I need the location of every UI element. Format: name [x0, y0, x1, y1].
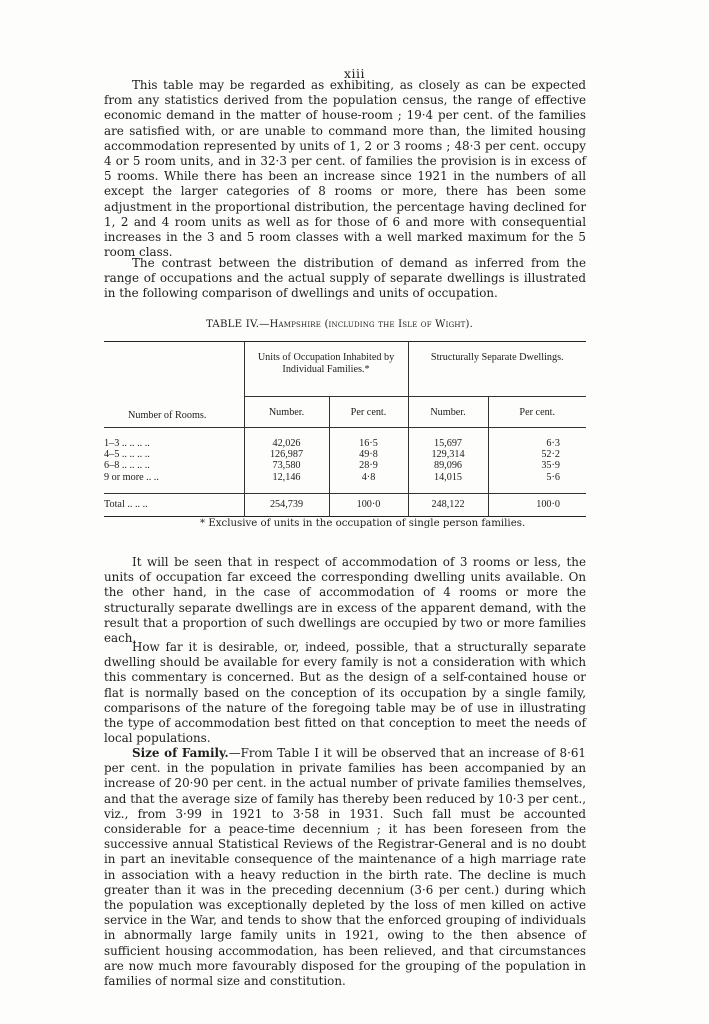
cell: 126,987 — [269, 449, 304, 461]
header-separate-dwellings: Structurally Separate Dwellings. — [408, 342, 586, 397]
table-footnote: * Exclusive of units in the occupation of single person families. — [200, 518, 526, 529]
total-label: Total .. .. .. — [104, 499, 148, 511]
table-caption-dash: — — [259, 319, 270, 330]
table-caption-title: Hampshire (including the Isle of Wight). — [269, 319, 474, 330]
units-percent-cells — [329, 438, 408, 483]
cell: 28·9 — [359, 460, 378, 472]
cell: 35·9 — [541, 460, 560, 472]
units-number-cells — [244, 438, 329, 483]
row-labels — [104, 438, 244, 483]
cell: 5·6 — [546, 471, 560, 483]
dwellings-percent-cells — [488, 438, 586, 483]
total-units-number: 254,739 — [244, 493, 329, 516]
header-units-of-occupation: Units of Occupation Inhabited by Individual Families.* — [244, 342, 408, 397]
table-total-row — [104, 493, 586, 516]
row-label: 4–5 .. .. .. .. — [104, 449, 150, 461]
cell: 4·8 — [361, 471, 376, 483]
paragraph-5 — [104, 746, 586, 989]
cell: 49·8 — [359, 449, 378, 461]
total-dwellings-percent: 100·0 — [488, 493, 586, 516]
header-dwellings-percent: Per cent. — [488, 397, 586, 428]
header-number-of-rooms: Number of Rooms. — [104, 342, 244, 428]
row-label: 9 or more .. .. — [104, 471, 159, 483]
data-table — [104, 341, 586, 517]
header-units-percent: Per cent. — [329, 397, 408, 428]
cell: 12,146 — [272, 471, 301, 483]
cell: 52·2 — [541, 449, 560, 461]
table-row — [104, 438, 586, 483]
cell: 89,096 — [433, 460, 462, 472]
cell: 15,697 — [433, 438, 462, 449]
cell: 16·5 — [359, 438, 378, 449]
cell: 14,015 — [433, 471, 462, 483]
paragraph-4-text: How far it is desirable, or, indeed, possible, that a structurally separate dwelling should be available for every family is not a consideration with which this commentary is concerned. But as the design of a self-contained house or flat is normally based on the conception of its occupation by a single family, comparisons of the nature of the foregoing table may be of use in illustrating the type of accommodation best fitted on that conception to meet the needs of local populations. — [104, 640, 586, 746]
paragraph-1-text: This table may be regarded as exhibiting, as closely as can be expected from any statistics derived from the population census, the range of effective economic demand in the matter of house-room ; 19·4 per cent. of the families are satisfied with, or are unable to command more than, the limited housing accommodation represented by units of 1, 2 or 3 rooms ; 48·3 per cent. occupy 4 or 5 room units, and in 32·3 per cent. of families the provision is in excess of 5 rooms. While there has been an increase since 1921 in the numbers of all except the larger categories of 8 rooms or more, there has been some adjustment in the proportional distribution, the percentage having declined for 1, 2 and 4 room units as well as for those of 6 and more with consequential increases in the 3 and 5 room classes with a well marked maximum for the 5 room class. — [104, 78, 586, 260]
cell: 129,314 — [431, 449, 465, 461]
header-dwellings-number: Number. — [408, 397, 488, 428]
paragraph-4 — [104, 640, 586, 746]
total-dwellings-number: 248,122 — [408, 493, 488, 516]
row-label: 1–3 .. .. .. .. — [104, 438, 150, 449]
cell: 73,580 — [272, 460, 301, 472]
paragraph-3-text: It will be seen that in respect of accommodation of 3 rooms or less, the units of occupation far exceed the corresponding dwelling units available. On the other hand, in the case of accommodation of 4 rooms or more the structurally separate dwellings are in excess of the apparent demand, with the result that a proportion of such dwellings are occupied by two or more families each. — [104, 555, 586, 646]
paragraph-2-text: The contrast between the distribution of demand as inferred from the range of occupations and the actual supply of separate dwellings is illustrated in the following comparison of dwellings and units of occupation. — [104, 256, 586, 301]
paragraph-2 — [104, 256, 586, 302]
paragraph-3 — [104, 555, 586, 646]
cell: 6·3 — [546, 438, 560, 449]
page-number: xiii — [343, 66, 366, 81]
cell: 42,026 — [272, 438, 301, 449]
header-units-number: Number. — [244, 397, 329, 428]
table-caption — [206, 319, 473, 330]
section-heading-size-of-family: Size of Family. — [132, 746, 229, 760]
total-units-percent: 100·0 — [329, 493, 408, 516]
row-label: 6–8 .. .. .. .. — [104, 460, 150, 472]
table-caption-prefix: TABLE IV. — [206, 319, 260, 330]
paragraph-5-text: —From Table I it will be observed that an increase of 8·61 per cent. in the population in private families has been accompanied by an increase of 20·90 per cent. in the actual number of private families themselves, and that the average size of family has thereby been reduced by 10·3 per cent., viz., from 3·99 in 1921 to 3·58 in 1931. Such fall must be accounted considerable for a peace-time decennium ; it has been foreseen from the successive annual Statistical Reviews of the Registrar-General and is no doubt in part an inevitable consequence of the maintenance of a high marriage rate in association with a heavy reduction in the birth rate. The decline is much greater than it was in the preceding decennium (3·6 per cent.) during which the population was exceptionally depleted by the loss of men killed on active service in the War, and tends to show that the enforced grouping of individuals in abnormally large family units in 1921, owing to the then absence of sufficient housing accommodation, has been relieved, and that circumstances are now much more favourably disposed for the grouping of the population in families of normal size and constitution. — [104, 746, 586, 989]
paragraph-1 — [104, 78, 586, 260]
dwellings-number-cells — [408, 438, 488, 483]
